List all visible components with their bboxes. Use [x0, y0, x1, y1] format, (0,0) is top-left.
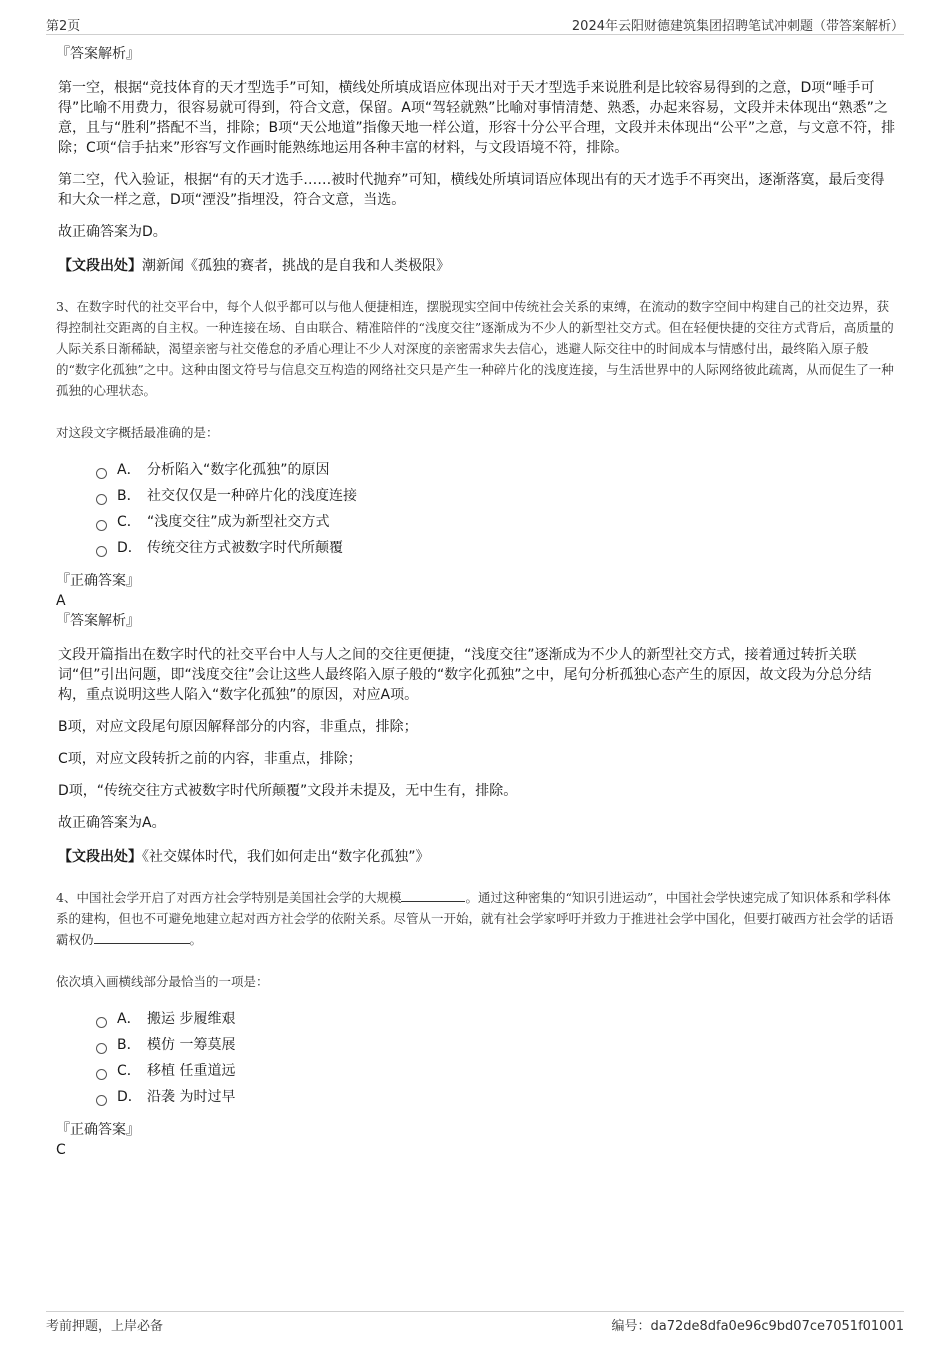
q4-prompt: 依次填入画横线部分最恰当的一项是：: [56, 974, 269, 989]
q4-stem: [56, 887, 896, 950]
q4-answer-label: 『正确答案』: [56, 1122, 140, 1138]
option-letter: C．: [117, 514, 141, 530]
q4-option-a[interactable]: [96, 1006, 896, 1032]
radio-icon[interactable]: [96, 494, 107, 505]
radio-icon[interactable]: [96, 1095, 107, 1106]
option-text: 社交仅仅是一种碎片化的浅度连接: [147, 488, 357, 504]
q3-source-text: 《社交媒体时代，我们如何走出“数字化孤独”》: [142, 849, 430, 865]
serial-label: 编号：: [611, 1319, 651, 1334]
radio-icon[interactable]: [96, 468, 107, 479]
page-content: [56, 44, 896, 1160]
q2-source-text: 潮新闻《孤独的赛者，挑战的是自我和人类极限》: [142, 258, 450, 274]
radio-icon[interactable]: [96, 546, 107, 557]
q4-answer-value: C: [56, 1142, 66, 1158]
q3-prompt: 对这段文字概括最准确的是：: [56, 425, 219, 440]
option-letter: D．: [117, 540, 142, 556]
q2-analysis-conclusion: 故正确答案为D。: [58, 224, 167, 240]
option-text: “浅度交往”成为新型社交方式: [147, 514, 330, 530]
fill-blank-1: [401, 887, 465, 902]
page-number: 第2页: [46, 19, 81, 34]
q3-option-a[interactable]: [96, 457, 896, 483]
option-text: 搬运 步履维艰: [147, 1011, 236, 1027]
q2-source: [58, 256, 896, 276]
radio-icon[interactable]: [96, 1017, 107, 1028]
document-title: 2024年云阳财德建筑集团招聘笔试冲刺题（带答案解析）: [571, 19, 904, 34]
q3-analysis-para-3: C项，对应文段转折之前的内容，非重点，排除；: [58, 751, 362, 767]
q2-analysis-label: 『答案解析』: [56, 46, 140, 62]
page-footer: [46, 1311, 904, 1336]
q3-answer-value: A: [56, 593, 66, 609]
q2-source-label: 【文段出处】: [58, 258, 142, 274]
q3-option-b[interactable]: [96, 483, 896, 509]
q4-option-b[interactable]: [96, 1032, 896, 1058]
option-text: 模仿 一筹莫展: [147, 1037, 236, 1053]
q4-options: [96, 1006, 896, 1110]
radio-icon[interactable]: [96, 1069, 107, 1080]
q3-analysis-para-4: D项，“传统交往方式被数字时代所颠覆”文段并未提及，无中生有，排除。: [58, 783, 518, 799]
q4-option-c[interactable]: [96, 1058, 896, 1084]
page-header: [46, 12, 904, 35]
q4-stem-part-3: 。: [189, 932, 203, 947]
q3-option-d[interactable]: [96, 535, 896, 561]
option-letter: B．: [117, 488, 141, 504]
radio-icon[interactable]: [96, 1043, 107, 1054]
option-letter: B．: [117, 1037, 141, 1053]
serial-number: da72de8dfa0e96c9bd07ce7051f01001: [650, 1319, 904, 1334]
q3-analysis-para-2: B项，对应文段尾句原因解释部分的内容，非重点，排除；: [58, 719, 418, 735]
q3-analysis-para-1: 文段开篇指出在数字时代的社交平台中人与人之间的交往更便捷，“浅度交往”逐渐成为不少人的新型社交方式，接着通过转折关联词“但”引出问题，即“浅度交往”会让这些人最终陷入原子般的“数字化孤独”之中，尾句分析孤独心态产生的原因，故文段为分总分结构，重点说明这些人陷入“数字化孤独”的原因，对应A项。: [58, 647, 872, 703]
option-text: 分析陷入“数字化孤独”的原因: [147, 462, 330, 478]
option-letter: A．: [117, 462, 141, 478]
q3-options: [96, 457, 896, 561]
option-letter: C．: [117, 1063, 141, 1079]
q4-stem-part-1: 4、中国社会学开启了对西方社会学特别是美国社会学的大规模: [56, 890, 402, 905]
q3-analysis-conclusion: 故正确答案为A。: [58, 815, 166, 831]
option-text: 沿袭 为时过早: [147, 1089, 236, 1105]
q3-stem: 3、在数字时代的社交平台中，每个人似乎都可以与他人便捷相连，摆脱现实空间中传统社会关系的束缚，在流动的数字空间中构建自己的社交边界，获得控制社交距离的自主权。一种连接在场、自由联合、精准陪伴的“浅度交往”逐渐成为不少人的新型社交方式。但在轻便快捷的交往方式背后，高质量的人际关系日渐稀缺，渴望亲密与社交倦怠的矛盾心理让不少人对深度的亲密需求失去信心，逃避人际交往中的时间成本与情感付出，最终陷入原子般的“数字化孤独”之中。这种由图文符号与信息交互构造的网络社交只是产生一种碎片化的浅度连接，与生活世界中的人际网络彼此疏离，从而促生了一种孤独的心理状态。: [56, 299, 894, 398]
q3-option-c[interactable]: [96, 509, 896, 535]
q2-analysis-para-1: 第一空，根据“竞技体育的天才型选手”可知，横线处所填成语应体现出对于天才型选手来说胜利是比较容易得到的之意，D项“唾手可得”比喻不用费力，很容易就可得到，符合文意，保留。A项“驾轻就熟”比喻对事情清楚、熟悉，办起来容易，文段并未体现出“熟悉”之意，且与“胜利”搭配不当，排除；B项“天公地道”指像天地一样公道，形容十分公平合理，文段并未体现出“公平”之意，与文意不符，排除；C项“信手拈来”形容写文作画时能熟练地运用各种丰富的材料，与文段语境不符，排除。: [58, 80, 896, 156]
option-text: 传统交往方式被数字时代所颠覆: [147, 540, 343, 556]
q3-source-label: 【文段出处】: [58, 849, 142, 865]
footer-slogan: 考前押题，上岸必备: [46, 1319, 164, 1334]
radio-icon[interactable]: [96, 520, 107, 531]
option-letter: D．: [117, 1089, 142, 1105]
q3-source: [58, 847, 896, 867]
q3-answer-label: 『正确答案』: [56, 573, 140, 589]
fill-blank-2: [94, 929, 190, 944]
option-letter: A．: [117, 1011, 141, 1027]
option-text: 移植 任重道远: [147, 1063, 236, 1079]
q3-analysis-label: 『答案解析』: [56, 613, 140, 629]
q4-option-d[interactable]: [96, 1084, 896, 1110]
q2-analysis-para-2: 第二空，代入验证，根据“有的天才选手……被时代抛弃”可知，横线处所填词语应体现出有的天才选手不再突出，逐渐落寞，最后变得和大众一样之意，D项“湮没”指埋没，符合文意，当选。: [58, 172, 885, 208]
q4-stem-part-2: 。通过这种密集的“知识引进运动”，中国社会学快速完成了知识体系和学科体系的建构，但也不可避免地建立起对西方社会学的依附关系。尽管从一开始，就有社会学家呼吁并致力于推进社会学中国化，但要打破西方社会学的话语霸权仍: [56, 890, 894, 947]
footer-serial: [611, 1315, 904, 1334]
